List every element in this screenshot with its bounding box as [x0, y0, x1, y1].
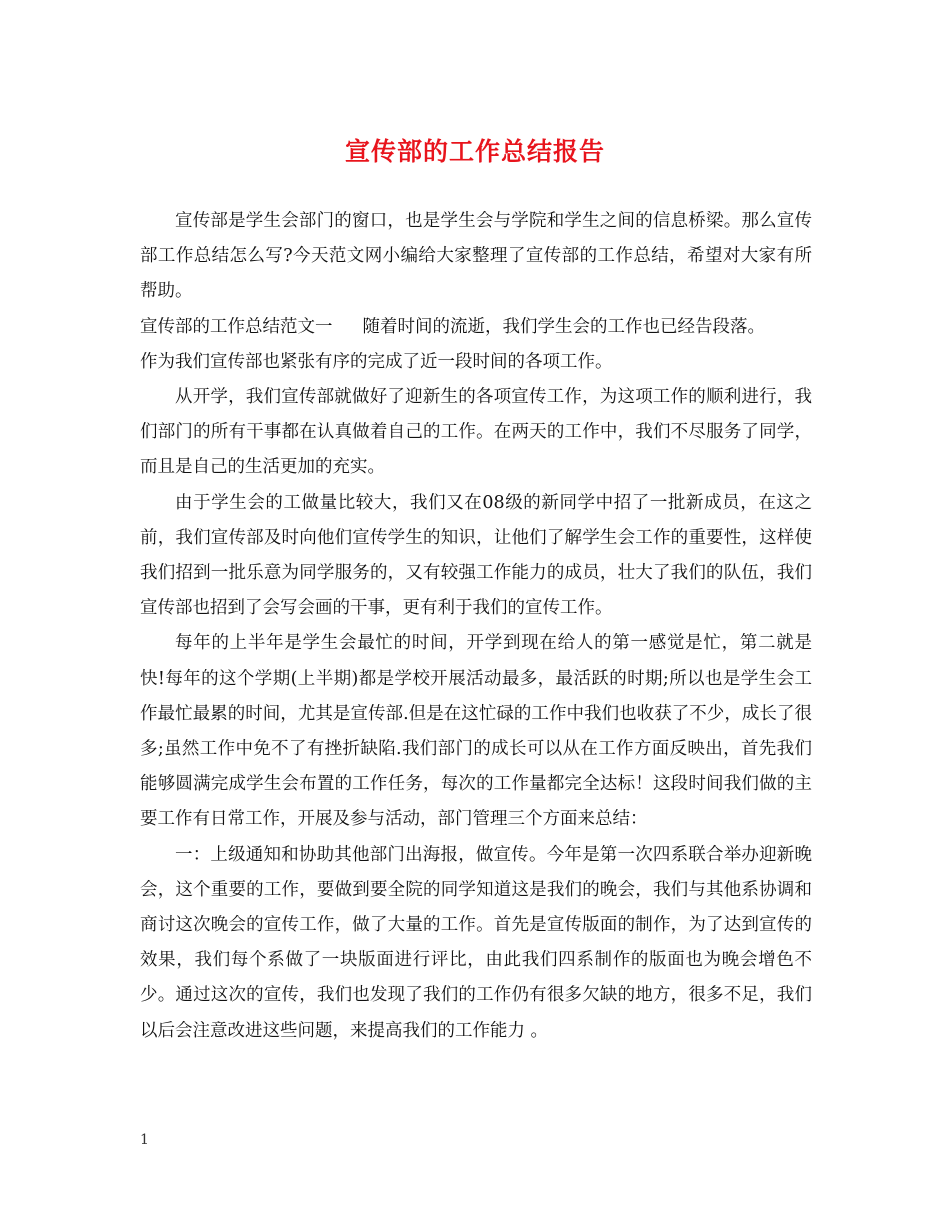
paragraph-orientation: 从开学，我们宣传部就做好了迎新生的各项宣传工作，为这项工作的顺利进行，我们部门的所有干事都在认真做着自己的工作。在两天的工作中，我们不尽服务了同学，而且是自己的生活更加的充实。 [140, 387, 812, 478]
paragraph-posters: 一：上级通知和协助其他部门出海报，做宣传。今年是第一次四系联合举办迎新晚会，这个重要的工作，要做到要全院的同学知道这是我们的晚会，我们与其他系协调和商讨这次晚会的宣传工作，做了大量的工作。首先是宣传版面的制作，为了达到宣传的效果，我们每个系做了一块版面进行评比，由此我们四系制作的版面也为晚会增色不少。通过这次的宣传，我们也发现了我们的工作仍有很多欠缺的地方，很多不足，我们以后会注意改进这些问题，来提高我们的工作能力 。 [140, 844, 812, 1041]
section-text-line2: 作为我们宣传部也紧张有序的完成了近一段时间的各项工作。 [140, 351, 613, 372]
section-heading: 宣传部的工作总结范文一 [140, 316, 333, 337]
paragraph-intro: 宣传部是学生会部门的窗口，也是学生会与学院和学生之间的信息桥梁。那么宣传部工作总结怎么写?今天范文网小编给大家整理了宣传部的工作总结，希望对大家有所帮助。 [140, 211, 812, 302]
document-title: 宣传部的工作总结报告 [344, 137, 605, 166]
paragraph-semester: 每年的上半年是学生会最忙的时间，开学到现在给人的第一感觉是忙，第二就是快!每年的这个学期(上半期)都是学校开展活动最多，最活跃的时期;所以也是学生会工作最忙最累的时间，尤其是宣传部.但是在这忙碌的工作中我们也收获了不少，成长了很多;虽然工作中免不了有挫折缺陷.我们部门的成长可以从在工作方面反映出，首先我们能够圆满完成学生会布置的工作任务，每次的工作量都完全达标！这段时间我们做的主要工作有日常工作，开展及参与活动，部门管理三个方面来总结： [140, 633, 812, 830]
section-intro-line [140, 310, 812, 345]
paragraph-recruitment: 由于学生会的工做量比较大，我们又在08级的新同学中招了一批新成员，在这之前，我们宣传部及时向他们宣传学生的知识，让他们了解学生会工作的重要性，这样使我们招到一批乐意为同学服务的，又有较强工作能力的成员，壮大了我们的队伍，我们宣传部也招到了会写会画的干事，更有利于我们的宣传工作。 [140, 492, 812, 619]
document-body [140, 204, 812, 1049]
section-text-line1: 随着时间的流逝，我们学生会的工作也已经告段落。 [362, 316, 765, 337]
page-number: 1 [140, 1132, 149, 1148]
